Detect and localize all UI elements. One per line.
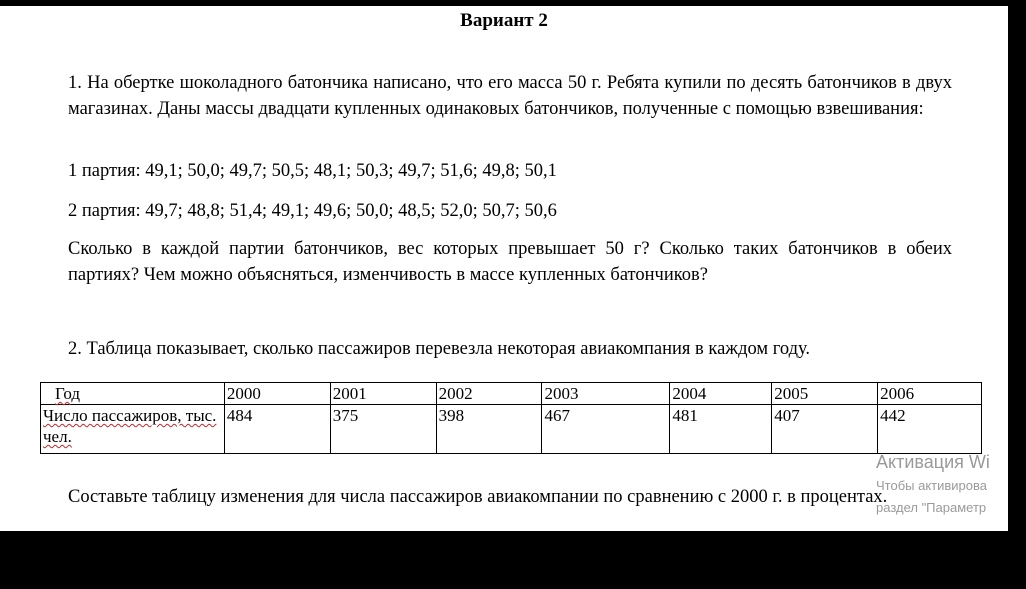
activation-watermark-line3: раздел "Параметр xyxy=(876,500,987,515)
year-cell: 2002 xyxy=(436,383,542,405)
year-cell: 2006 xyxy=(878,383,982,405)
task1-batch2: 2 партия: 49,7; 48,8; 51,4; 49,1; 49,6; 50,0; 48,5; 52,0; 50,7; 50,6 xyxy=(68,201,557,221)
year-cell: 2001 xyxy=(330,383,436,405)
task2-question: Составьте таблицу изменения для числа пассажиров авиакомпании по сравнению с 2000 г. в процентах. xyxy=(68,487,888,507)
document-page xyxy=(0,6,1008,531)
right-edge xyxy=(1008,6,1026,531)
value-cell: 398 xyxy=(436,405,542,454)
value-cell: 467 xyxy=(542,405,670,454)
page-title: Вариант 2 xyxy=(460,10,548,31)
activation-watermark-title: Активация Wi xyxy=(876,452,990,472)
year-cell: 2004 xyxy=(670,383,772,405)
task2-intro: 2. Таблица показывает, сколько пассажиров перевезла некоторая авиакомпания в каждом году. xyxy=(68,339,811,359)
task1-batch1: 1 партия: 49,1; 50,0; 49,7; 50,5; 48,1; 50,3; 49,7; 51,6; 49,8; 50,1 xyxy=(68,161,557,181)
year-cell: 2000 xyxy=(224,383,330,405)
year-cell: 2003 xyxy=(542,383,670,405)
value-cell: 484 xyxy=(224,405,330,454)
task1-question: Сколько в каждой партии батончиков, вес которых превышает 50 г? Сколько таких батончиков в обеих партиях? Чем можно объясняться, изменчивость в массе купленных батончиков? xyxy=(68,239,952,285)
table-row xyxy=(41,405,982,454)
table-header-row xyxy=(41,383,982,405)
value-cell: 481 xyxy=(670,405,772,454)
value-cell: 375 xyxy=(330,405,436,454)
header-label: Год xyxy=(55,384,80,403)
value-cell: 407 xyxy=(772,405,878,454)
header-label-cell xyxy=(41,383,225,405)
passengers-table xyxy=(40,382,982,454)
bottom-bar xyxy=(0,531,1026,589)
value-cell: 442 xyxy=(878,405,982,454)
task1-intro: 1. На обертке шоколадного батончика написано, что его масса 50 г. Ребята купили по десять батончиков в двух магазинах. Даны массы двадцати купленных одинаковых батончиков, полученные с помощью взвешивания: xyxy=(68,73,952,119)
activation-watermark-line2: Чтобы активирова xyxy=(876,478,988,493)
row-label-cell xyxy=(41,405,225,454)
row-label: Число пассажиров, тыс. чел. xyxy=(43,406,217,446)
year-cell: 2005 xyxy=(772,383,878,405)
